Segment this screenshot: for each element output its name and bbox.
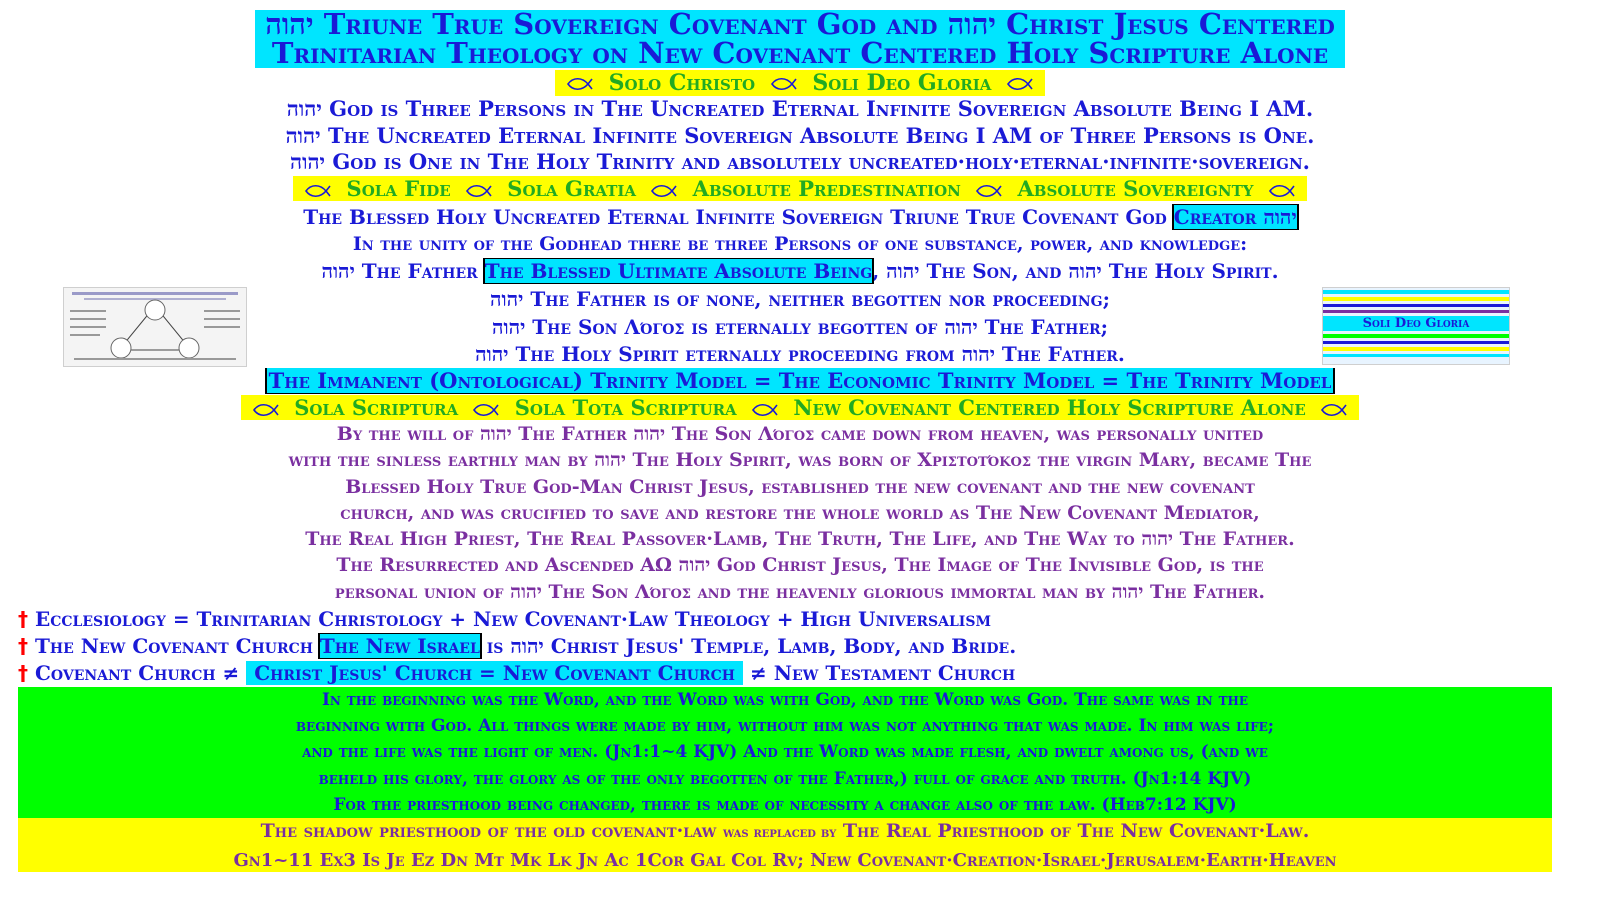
ecclesiology-text: Ecclesiology = Trinitarian Christology + New Covenant·Law Theology + High Universalism — [34, 607, 991, 631]
sola-label: Sola Scriptura — [294, 395, 459, 420]
title-line-1: יהוה Triune True Sovereign Covenant God and יהוה Christ Jesus Centered — [265, 10, 1335, 41]
ichthys-fish-icon — [771, 77, 797, 91]
person-line: יהוה The Father is of none, neither begotten nor proceeding; — [489, 287, 1110, 311]
will-line: By the will of יהוה The Father יהוה The Son Λόγος came down from heaven, was personally united — [336, 423, 1264, 445]
trinity-model-line — [0, 368, 1600, 394]
will-line: with the sinless earthly man by יהוה The Holy Spirit, was born of Χριστοτόκος the virgin Mary, became The — [288, 449, 1312, 472]
creator-highlight: Creator יהוה — [1173, 205, 1297, 229]
title-block — [0, 10, 1600, 68]
sola-label: Absolute Sovereignty — [1017, 176, 1254, 201]
solas-band-1 — [0, 70, 1600, 96]
unity-line: In the unity of the Godhead there be three Persons of one substance, power, and knowledge: — [352, 233, 1248, 255]
ichthys-fish-icon — [976, 184, 1002, 198]
will-line: church, and was crucified to save and restore the whole world as The New Covenant Mediator, — [340, 501, 1260, 524]
sola-label: Soli Deo Gloria — [812, 70, 992, 96]
ichthys-fish-icon — [1007, 77, 1033, 91]
sola-label: Absolute Predestination — [692, 176, 961, 201]
sola-label: New Covenant Centered Holy Scripture Alone — [793, 395, 1306, 420]
books-line: Gn1~11 Ex3 Is Je Ez Dn Mt Mk Lk Jn Ac 1Cor Gal Col Rv; New Covenant·Creation·Israel·Jerusalem·Earth·Heaven — [233, 850, 1337, 871]
solas-band-3 — [0, 395, 1600, 421]
sola-label: Sola Gratia — [507, 176, 637, 201]
scripture-line: In the beginning was the Word, and the Word was with God, and the Word was God. The same was in the — [321, 690, 1249, 710]
church-line-end: is יהוה Christ Jesus' Temple, Lamb, Body, and Bride. — [486, 634, 1017, 658]
person-line: יהוה The Son Λόγος is eternally begotten of יהוה The Father; — [491, 314, 1109, 339]
ichthys-fish-icon — [466, 184, 492, 198]
trinity-model-highlight: The Immanent (Ontological) Trinity Model = The Economic Trinity Model = The Trinity Model — [268, 368, 1332, 393]
father-line — [0, 258, 1600, 284]
father-line-end: , יהוה The Son, and יהוה The Holy Spirit. — [872, 259, 1279, 283]
cross-icon: † — [18, 634, 28, 658]
shadow-line — [18, 818, 1552, 847]
cross-icon: † — [18, 607, 28, 631]
father-line-start: יהוה The Father — [321, 259, 478, 283]
title-line-2: Trinitarian Theology on New Covenant Centered Holy Scripture Alone — [271, 36, 1329, 68]
sola-label: Solo Christo — [608, 70, 756, 96]
ichthys-fish-icon — [473, 403, 499, 417]
ultimate-being-highlight: The Blessed Ultimate Absolute Being — [484, 259, 873, 283]
person-line: יהוה The Holy Spirit eternally proceeding from יהוה The Father. — [475, 342, 1125, 366]
ecclesiology-line — [0, 606, 1600, 632]
scripture-line: beginning with God. All things were made by him, without him was not anything that was made. In him was life; — [295, 716, 1275, 737]
god-line: יהוה The Uncreated Eternal Infinite Sovereign Absolute Being I AM of Three Persons is One. — [285, 122, 1315, 148]
ichthys-fish-icon — [1321, 403, 1347, 417]
cross-icon: † — [18, 661, 28, 685]
shadow-line-small: was replaced by — [723, 825, 837, 841]
scripture-line: beheld his glory, the glory as of the only begotten of the Father,) full of grace and truth. (Jn1:14 KJV) — [318, 768, 1252, 789]
will-line: The Real High Priest, The Real Passover·Lamb, The Truth, The Life, and The Way to יהוה The Father. — [305, 528, 1295, 551]
god-line: יהוה God is Three Persons in The Uncreated Eternal Infinite Sovereign Absolute Being I AM. — [286, 96, 1314, 121]
church-line-start: The New Covenant Church — [34, 634, 313, 658]
ichthys-fish-icon — [651, 184, 677, 198]
ichthys-fish-icon — [253, 403, 279, 417]
covenant-line-end: ≠ New Testament Church — [749, 661, 1016, 685]
covenant-line — [0, 660, 1600, 686]
bottom-block — [18, 818, 1552, 872]
will-line: The Resurrected and Ascended ΑΩ יהוה God Christ Jesus, The Image of The Invisible God, is the — [336, 554, 1264, 577]
thumbnail-label: Soli Deo Gloria — [1323, 316, 1509, 331]
sola-label: Sola Tota Scriptura — [514, 395, 737, 420]
blessed-line — [0, 204, 1600, 230]
will-line: personal union of יהוה The Son Λόγος and the heavenly glorious immortal man by יהוה The Father. — [334, 580, 1266, 603]
christ-church-highlight: Christ Jesus' Church = New Covenant Church — [246, 661, 743, 685]
blessed-text: The Blessed Holy Uncreated Eternal Infinite Sovereign Triune True Covenant God — [303, 205, 1167, 229]
shadow-line-start: The shadow priesthood of the old covenant·law — [260, 820, 717, 842]
sola-label: Sola Fide — [346, 176, 451, 201]
church-line — [0, 633, 1600, 659]
god-statements — [0, 96, 1600, 176]
ichthys-fish-icon — [752, 403, 778, 417]
new-israel-highlight: The New Israel — [319, 634, 480, 658]
ichthys-fish-icon — [305, 184, 331, 198]
will-paragraph — [0, 421, 1600, 605]
scripture-line: and the life was the light of men. (Jn1:1~4 KJV) And the Word was made flesh, and dwelt among us, (and we — [302, 742, 1268, 763]
ichthys-fish-icon — [567, 77, 593, 91]
scripture-line: For the priesthood being changed, there is made of necessity a change also of the law. (Heb7:12 KJV) — [333, 794, 1237, 815]
solas-band-2 — [0, 176, 1600, 202]
will-line: Blessed Holy True God-Man Christ Jesus, established the new covenant and the new covenant — [345, 475, 1255, 498]
scripture-block — [18, 687, 1552, 818]
god-line: יהוה God is One in The Holy Trinity and absolutely uncreated·holy·eternal·infinite·sovereign. — [290, 149, 1310, 174]
soli-deo-gloria-thumbnail — [1322, 287, 1510, 365]
ichthys-fish-icon — [1269, 184, 1295, 198]
covenant-line-start: Covenant Church ≠ — [34, 661, 240, 685]
shadow-line-end: The Real Priesthood of The New Covenant·Law. — [842, 820, 1310, 842]
